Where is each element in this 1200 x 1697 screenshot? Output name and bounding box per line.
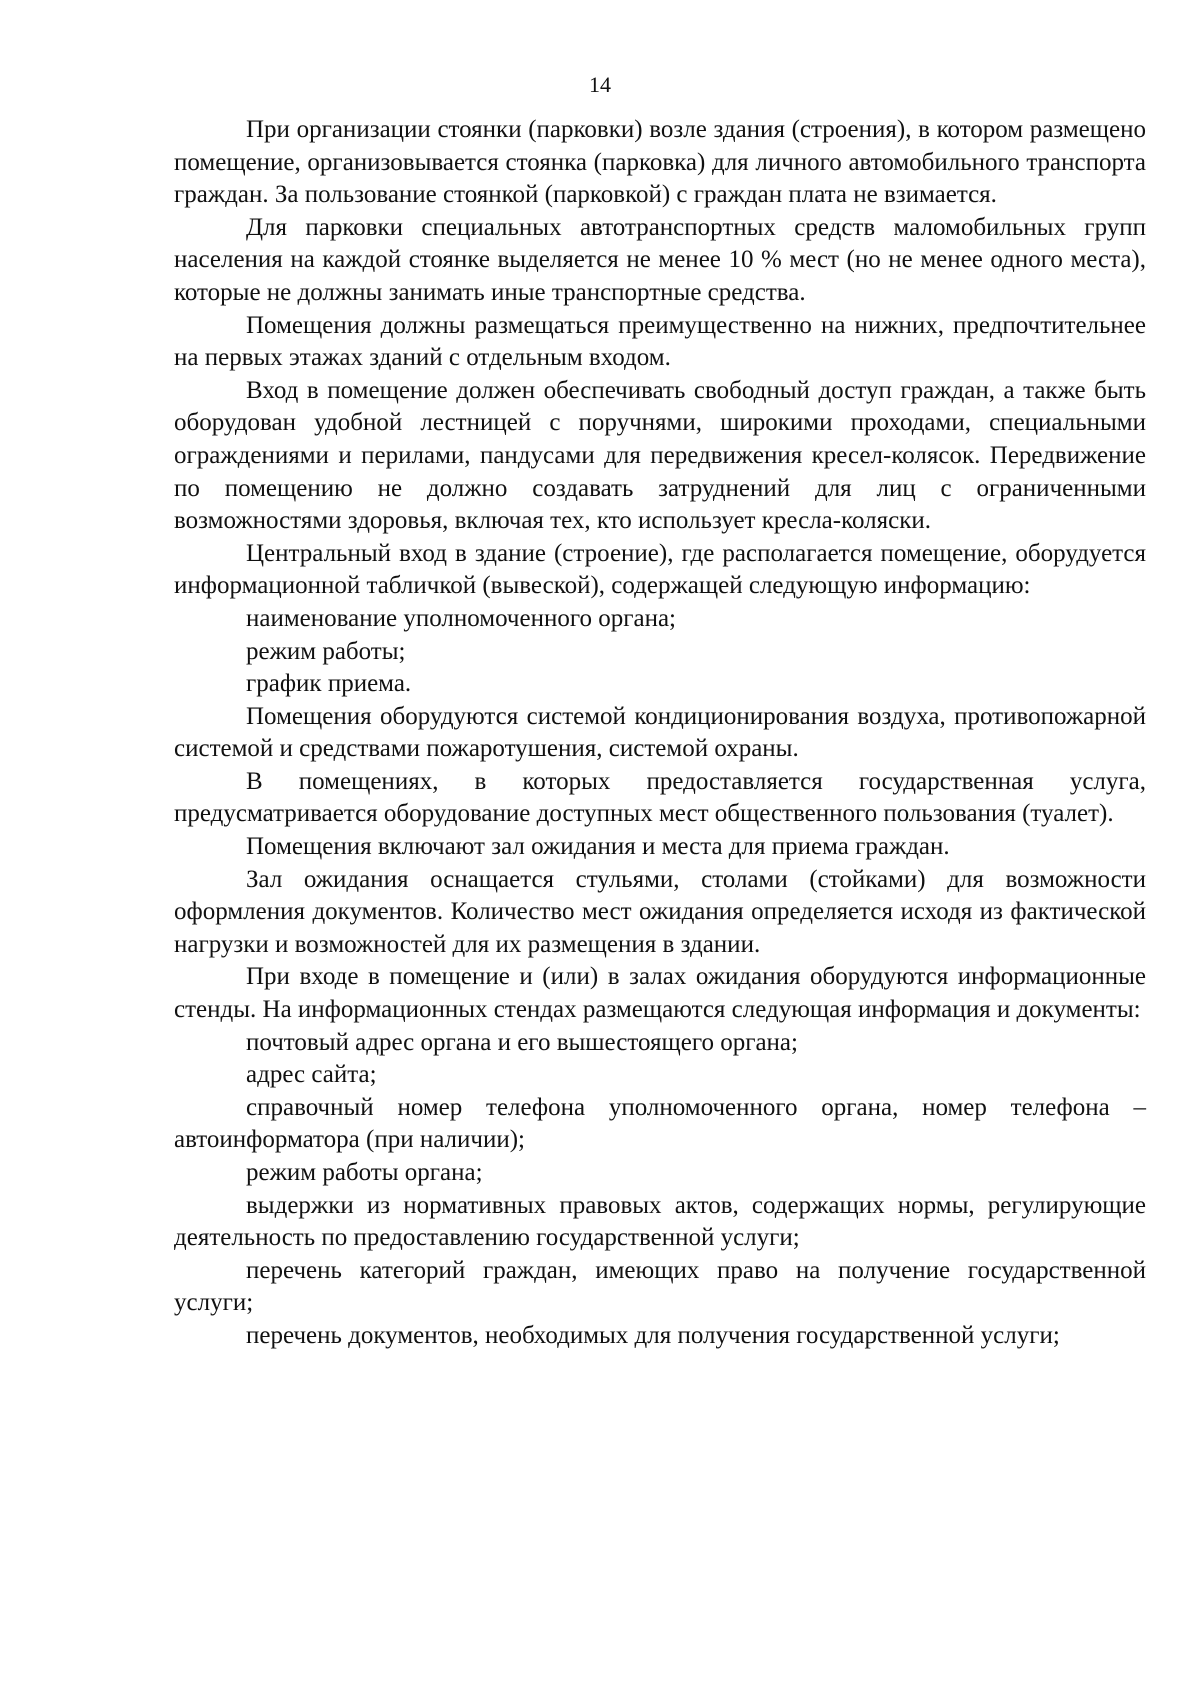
list-item-phone: справочный номер телефона уполномоченного органа, номер телефона – автоинформатора (при наличии);	[174, 1093, 1146, 1154]
list-item-reception-schedule: график приема.	[246, 670, 412, 698]
list-item-required-documents: перечень документов, необходимых для получения государственной услуги;	[246, 1321, 1060, 1349]
paragraph-info-stands: При входе в помещение и (или) в залах ожидания оборудуются информационные стенды. На информационных стендах размещаются следующая информация и документы:	[174, 963, 1146, 1024]
list-item-legal-extracts: выдержки из нормативных правовых актов, содержащих нормы, регулирующие деятельность по предоставлению государственной услуги;	[174, 1191, 1146, 1252]
list-item-citizen-categories: перечень категорий граждан, имеющих право на получение государственной услуги;	[174, 1256, 1146, 1317]
page-number: 14	[589, 72, 611, 97]
paragraph-waiting-furniture: Зал ожидания оснащается стульями, столами (стойками) для возможности оформления документов. Количество мест ожидания определяется исходя из фактической нагрузки и возможностей для их размещения в здании.	[174, 865, 1146, 958]
paragraph-parking: При организации стоянки (парковки) возле здания (строения), в котором размещено помещение, организовывается стоянка (парковка) для личного автомобильного транспорта граждан. За пользование стоянкой (парковкой) с граждан плата не взимается.	[174, 116, 1146, 209]
list-item-authority-name: наименование уполномоченного органа;	[246, 604, 677, 632]
document-body	[174, 114, 1146, 1353]
paragraph-special-parking: Для парковки специальных автотранспортных средств маломобильных групп населения на каждой стоянке выделяется не менее 10 % мест (но не менее одного места), которые не должны занимать иные транспортные средства.	[174, 213, 1146, 306]
paragraph-premises-equipment: Помещения оборудуются системой кондиционирования воздуха, противопожарной системой и средствами пожаротушения, системой охраны.	[174, 702, 1146, 763]
paragraph-premises-location: Помещения должны размещаться преимущественно на нижних, предпочтительнее на первых этажах зданий с отдельным входом.	[174, 311, 1146, 372]
paragraph-waiting-hall: Помещения включают зал ожидания и места для приема граждан.	[246, 833, 950, 861]
paragraph-central-entrance: Центральный вход в здание (строение), где располагается помещение, оборудуется информационной табличкой (вывеской), содержащей следующую информацию:	[174, 539, 1146, 600]
paragraph-entrance-access: Вход в помещение должен обеспечивать свободный доступ граждан, а также быть оборудован удобной лестницей с поручнями, широкими проходами, специальными ограждениями и перилами, пандусами для передвижения кресел-колясок. Передвижение по помещению не должно создавать затруднений для лиц с ограниченными возможностями здоровья, включая тех, кто использует кресла-коляски.	[174, 376, 1146, 535]
list-item-postal-address: почтовый адрес органа и его вышестоящего органа;	[246, 1028, 798, 1056]
paragraph-public-toilet: В помещениях, в которых предоставляется государственная услуга, предусматривается оборудование доступных мест общественного пользования (туалет).	[174, 767, 1146, 828]
list-item-authority-work-mode: режим работы органа;	[246, 1159, 483, 1186]
list-item-website: адрес сайта;	[246, 1061, 377, 1089]
list-item-work-mode: режим работы;	[246, 637, 406, 665]
